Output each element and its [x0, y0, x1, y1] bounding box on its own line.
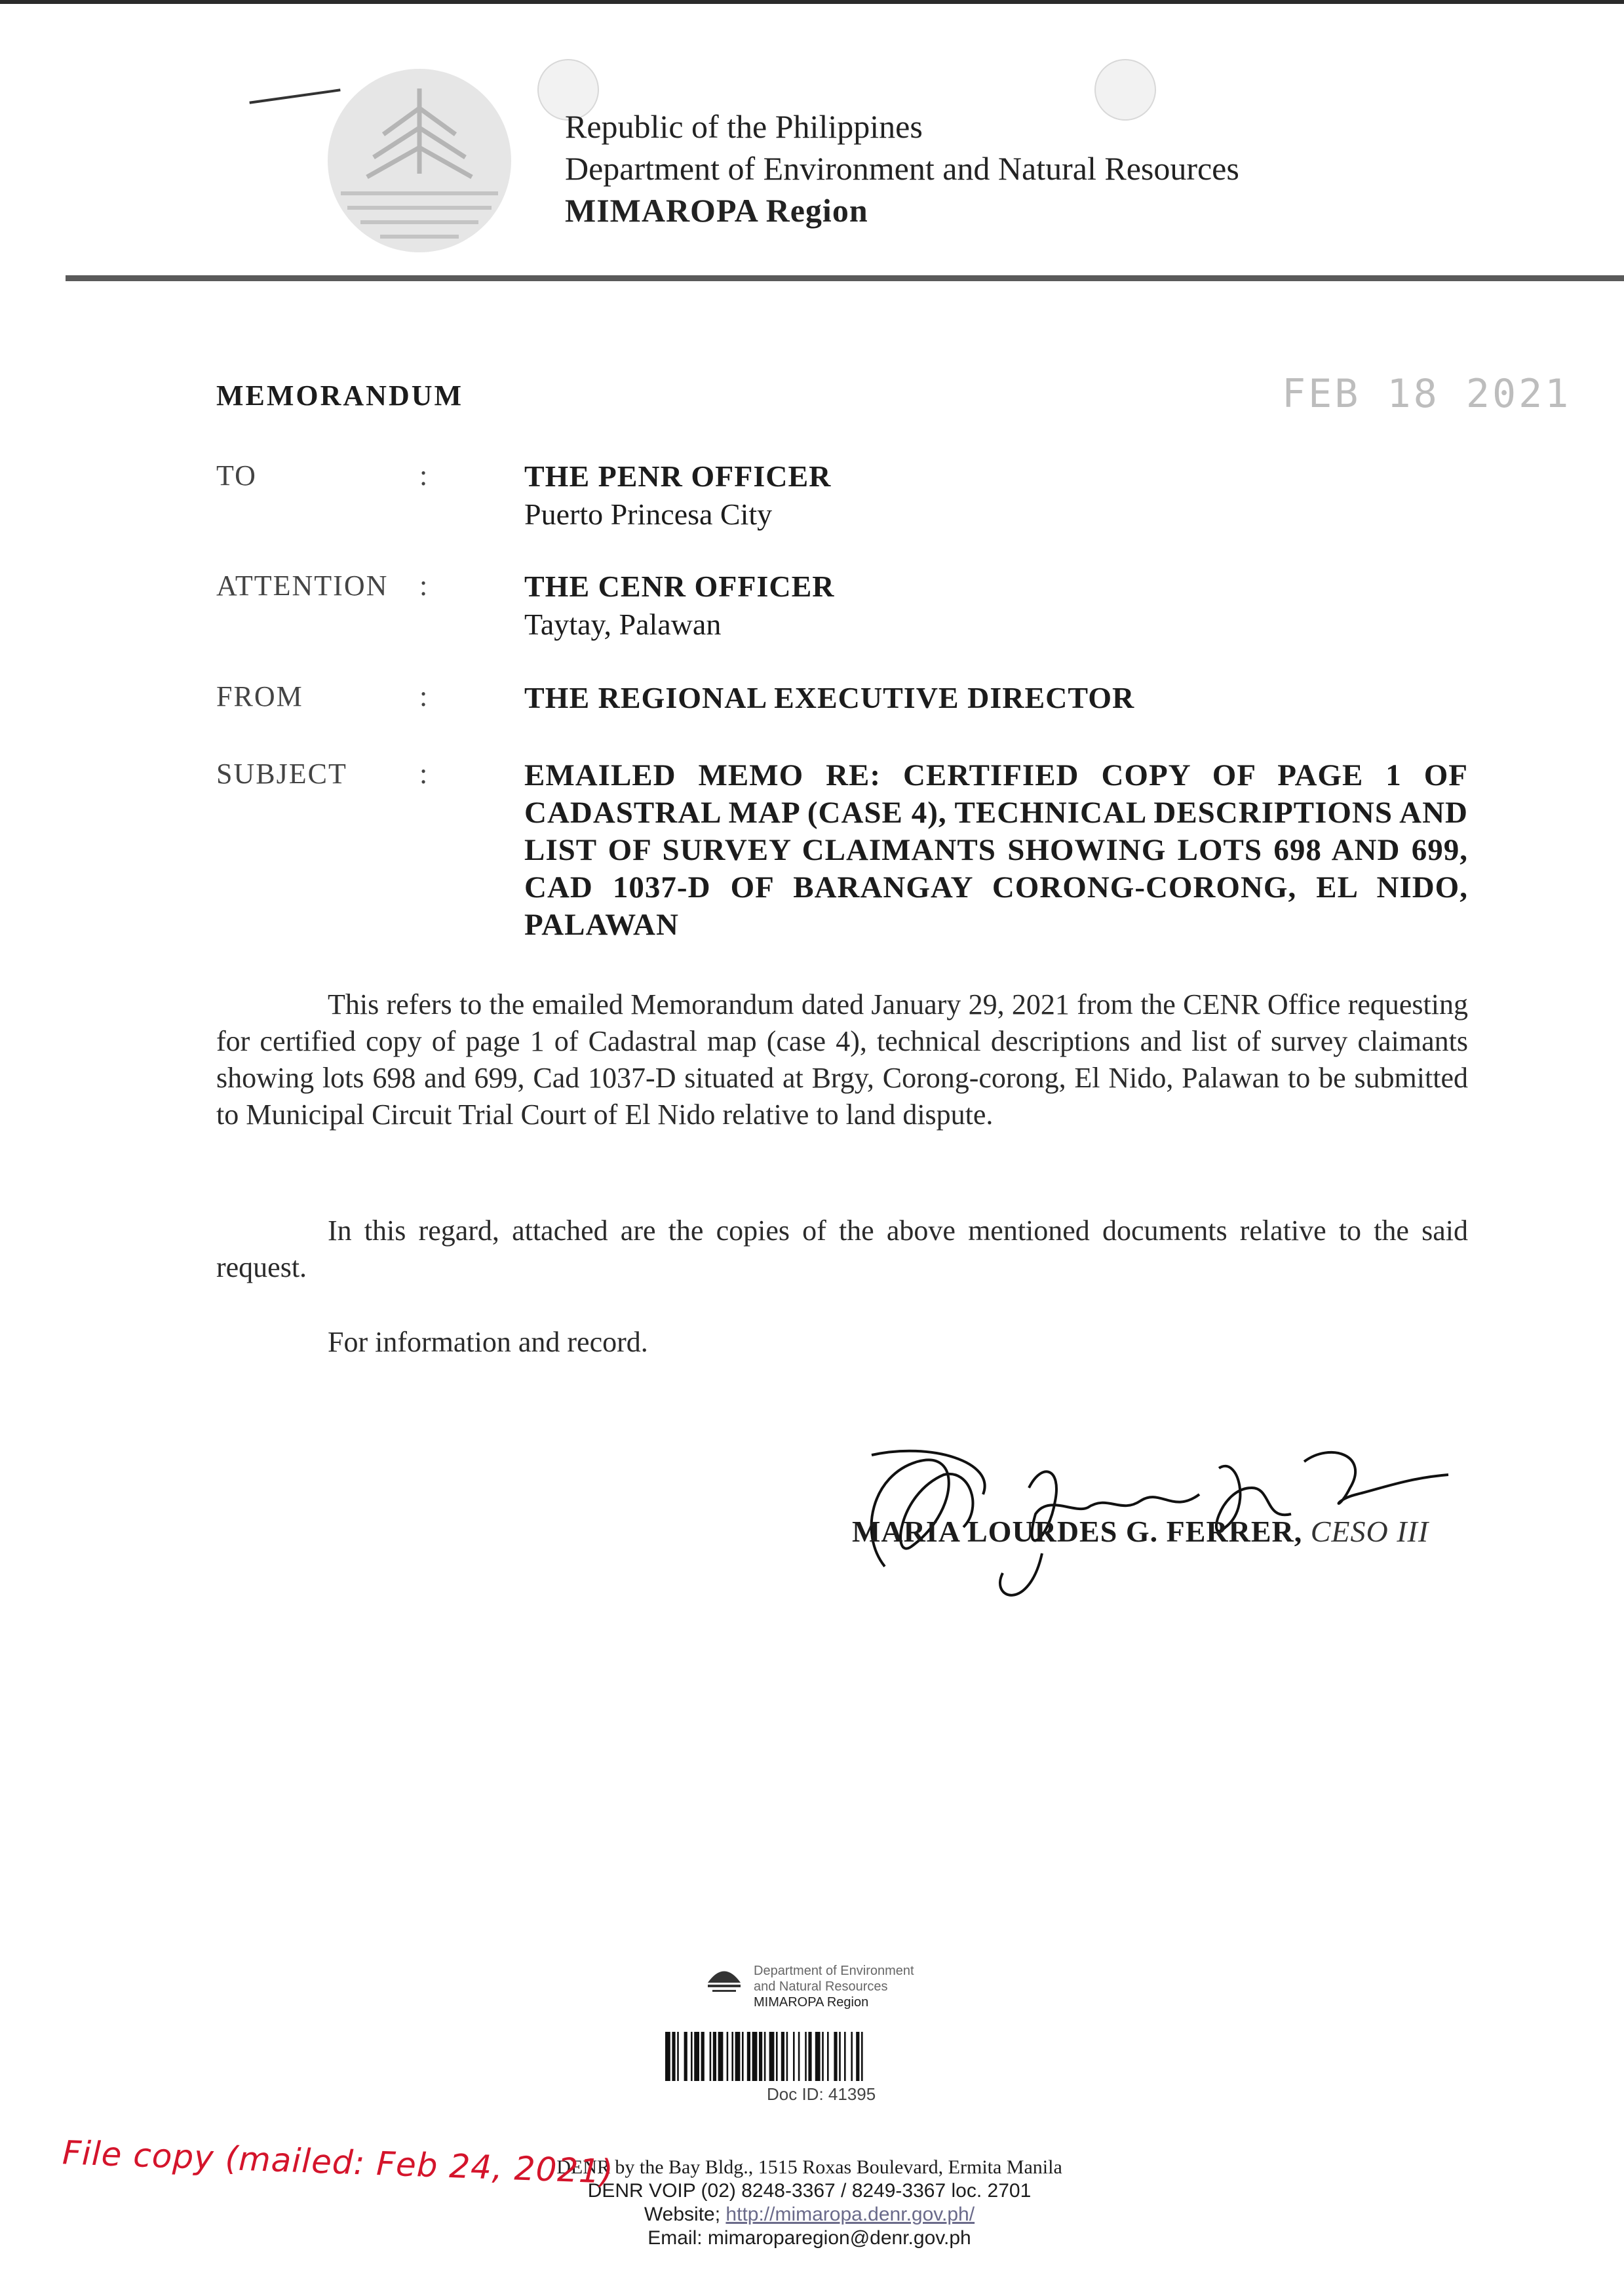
barcode-bar	[851, 2032, 853, 2081]
footer-email: Email: mimaroparegion@denr.gov.ph	[648, 2227, 971, 2249]
barcode-bar	[764, 2032, 766, 2081]
body-paragraph-3: For information and record.	[328, 1326, 648, 1358]
from-sender	[524, 679, 1134, 717]
date-stamp: FEB 18 2021	[1282, 371, 1572, 417]
barcode-bar	[694, 2032, 699, 2081]
letterhead-republic: Republic of the Philippines	[565, 108, 923, 145]
seal-caption-line: MIMAROPA Region	[754, 1995, 869, 2010]
barcode-bar	[776, 2032, 778, 2081]
barcode-bar	[665, 2032, 670, 2081]
attention-label: ATTENTION	[216, 570, 389, 602]
attention-recipient	[524, 568, 834, 644]
signatory-name: MARIA LOURDES G. FERRER,	[852, 1515, 1303, 1548]
letterhead-divider	[66, 275, 1624, 281]
barcode-bar	[710, 2032, 712, 2081]
subject-text: EMAILED MEMO RE: CERTIFIED COPY OF PAGE 1 OF CADASTRAL MAP (CASE 4), TECHNICAL DESCRIPTIONS AND LIST OF SURVEY CLAIMANTS SHOWING LOTS 698 AND 699, CAD 1037-D OF BARANGAY CORONG-CORONG, EL NIDO, PALAWAN	[524, 758, 1468, 942]
barcode-bar	[735, 2032, 741, 2081]
barcode-bar	[798, 2032, 800, 2081]
body-paragraph-1: This refers to the emailed Memorandum dated January 29, 2021 from the CENR Office requesting for certified copy of page 1 of Cadastral map (case 4), technical descriptions and list of survey claimants showing lots 698 and 699, Cad 1037-D situated at Brgy, Corong-corong, El Nido, Palawan to be submitted to Municipal Circuit Trial Court of El Nido relative to land dispute.	[216, 988, 1468, 1131]
barcode-bar	[822, 2032, 824, 2081]
barcode-bar	[844, 2032, 846, 2081]
to-label: TO	[216, 459, 257, 492]
barcode-bar	[747, 2032, 750, 2081]
to-recipient	[524, 457, 831, 534]
barcode-bar	[672, 2032, 675, 2081]
website-label: Website;	[644, 2204, 721, 2225]
attention-place: Taytay, Palawan	[524, 608, 722, 641]
barcode-icon	[665, 2032, 1016, 2081]
subject-label: SUBJECT	[216, 758, 347, 790]
footer-address: DENR by the Bay Bldg., 1515 Roxas Boulevard, Ermita Manila	[556, 2156, 1062, 2178]
subject-colon: :	[419, 758, 428, 790]
barcode-bar	[827, 2032, 829, 2081]
website-link[interactable]: http://mimaropa.denr.gov.ph/	[725, 2204, 975, 2225]
memo-heading: MEMORANDUM	[216, 379, 464, 412]
barcode-bar	[856, 2032, 859, 2081]
footer-voip: DENR VOIP (02) 8248-3367 / 8249-3367 loc. 2701	[587, 2180, 1032, 2202]
barcode-bar	[677, 2032, 679, 2081]
from-label: FROM	[216, 680, 303, 712]
denr-seal-icon	[705, 1960, 744, 1999]
scan-top-edge	[0, 0, 1624, 4]
letterhead-region: MIMAROPA Region	[565, 192, 868, 229]
to-place: Puerto Princesa City	[524, 497, 773, 531]
letterhead-department: Department of Environment and Natural Resources	[565, 150, 1239, 187]
doc-id: Doc ID: 41395	[767, 2084, 876, 2104]
signatory	[852, 1514, 1429, 1549]
to-name: THE PENR OFFICER	[524, 459, 832, 493]
punch-hole	[1094, 59, 1156, 121]
barcode-bar	[701, 2032, 705, 2081]
barcode-bar	[786, 2032, 788, 2081]
barcode-bar	[769, 2032, 775, 2081]
barcode-bar	[727, 2032, 729, 2081]
barcode-bar	[691, 2032, 693, 2081]
barcode-bar	[861, 2032, 863, 2081]
barcode-bar	[839, 2032, 841, 2081]
signatory-title: CESO III	[1310, 1515, 1429, 1548]
attention-colon: :	[419, 570, 428, 602]
barcode-bar	[731, 2032, 733, 2081]
attention-name: THE CENR OFFICER	[524, 570, 835, 603]
from-colon: :	[419, 680, 428, 712]
denr-logo-icon	[321, 62, 518, 259]
barcode-bar	[759, 2032, 762, 2081]
barcode-bar	[834, 2032, 837, 2081]
seal-caption-line: Department of Environment	[754, 1964, 914, 1978]
handwritten-file-note: File copy (mailed: Feb 24, 2021)	[62, 2133, 615, 2191]
body-paragraph-2: In this regard, attached are the copies of the above mentioned documents relative to the said request.	[216, 1215, 1468, 1283]
barcode-bar	[718, 2032, 724, 2081]
barcode-bar	[793, 2032, 795, 2081]
barcode-bar	[684, 2032, 687, 2081]
barcode-bar	[781, 2032, 784, 2081]
barcode-bar	[808, 2032, 811, 2081]
to-colon: :	[419, 459, 428, 492]
barcode-bar	[742, 2032, 744, 2081]
barcode-bar	[752, 2032, 758, 2081]
barcode-bar	[713, 2032, 716, 2081]
from-name: THE REGIONAL EXECUTIVE DIRECTOR	[524, 681, 1135, 714]
footer-website	[426, 2204, 1193, 2226]
barcode-bar	[815, 2032, 821, 2081]
barcode-bar	[805, 2032, 807, 2081]
seal-caption	[754, 1963, 914, 2010]
seal-caption-line: and Natural Resources	[754, 1979, 888, 1994]
